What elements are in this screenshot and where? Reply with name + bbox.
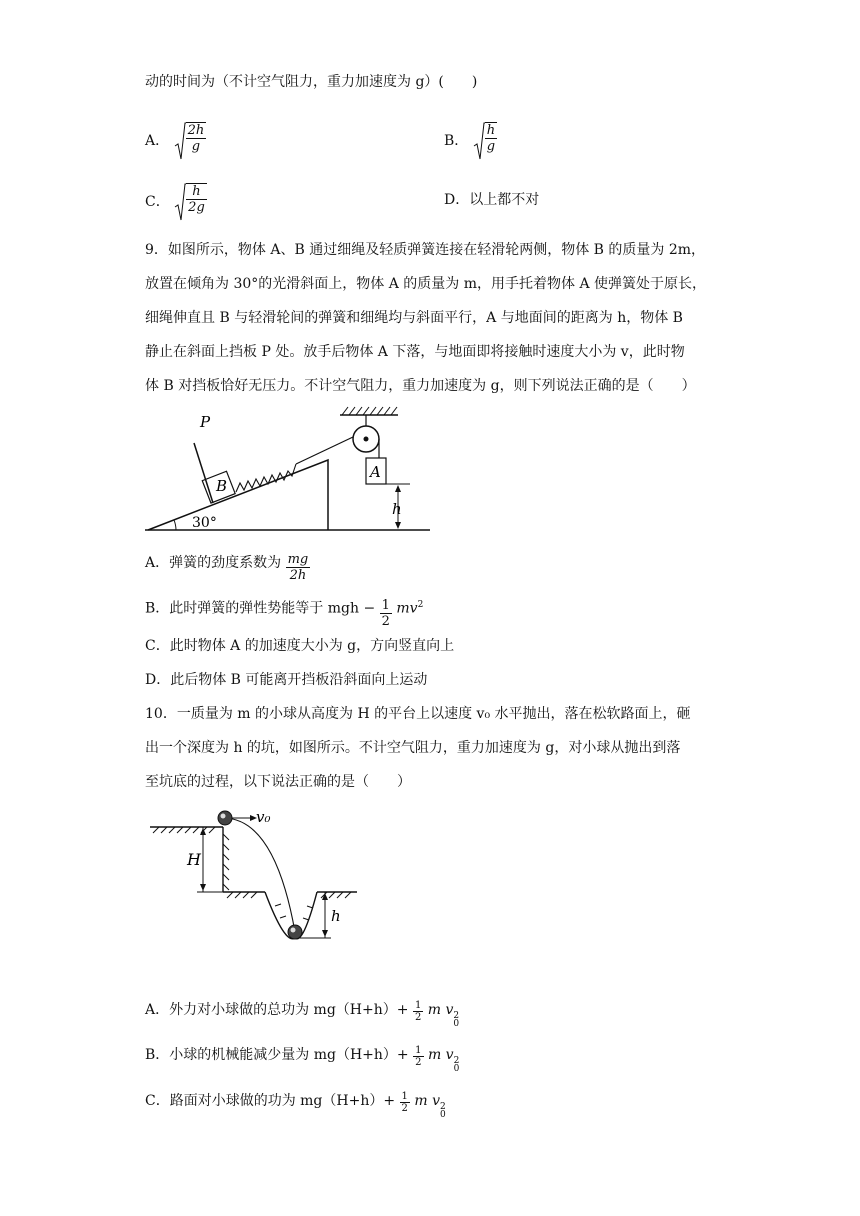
option-text: A．外力对小球做的总功为 mg（H+h）+ — [145, 1002, 409, 1018]
q8-stem: 动的时间为（不计空气阻力，重力加速度为 g）( ) — [145, 74, 478, 90]
label-b: B — [216, 477, 228, 495]
ball-end — [288, 925, 302, 939]
q9-incline-figure — [140, 402, 440, 537]
label-h: h — [392, 500, 402, 518]
q10-line-1: 10．一质量为 m 的小球从高度为 H 的平台上以速度 v₀ 水平抛出，落在松软路面上，砸 — [145, 706, 691, 722]
q10-line-2: 出一个深度为 h 的坑，如图所示。不计空气阻力，重力加速度为 g，对小球从抛出到落 — [145, 740, 681, 756]
baffle-p — [194, 443, 213, 503]
q10-option-a: A．外力对小球做的总功为 mg（H+h）+ $\frac{1}{2}$ m v 2 0 — [145, 1000, 460, 1029]
label-h: h — [331, 907, 341, 925]
label-a: A — [370, 463, 381, 481]
option-label: A． — [145, 133, 170, 149]
incline — [148, 460, 328, 530]
q9-line-1: 9．如图所示，物体 A、B 通过细绳及轻质弹簧连接在轻滑轮两侧，物体 B 的质量为 2m， — [145, 242, 706, 258]
option-text: B．小球的机械能减少量为 mg（H+h）+ — [145, 1047, 409, 1063]
q10-option-c: C．路面对小球做的功为 mg（H+h）+ $\frac{1}{2}$ m v 2 0 — [145, 1091, 446, 1120]
q9-option-d: D．此后物体 B 可能离开挡板沿斜面向上运动 — [145, 672, 428, 688]
sqrt-expression: $\frac{h}{2g}$ — [174, 183, 207, 221]
q10-pit-figure — [145, 800, 375, 945]
q9-option-a: A．弹簧的劲度系数为 $\frac{mg}{2h}$ — [145, 552, 309, 583]
option-label: B． — [444, 133, 469, 149]
label-v0: v₀ — [256, 808, 271, 826]
q10-option-b: B．小球的机械能减少量为 mg（H+h）+ $\frac{1}{2}$ m v 2 0 — [145, 1045, 460, 1074]
q8-option-b — [444, 122, 497, 160]
q9-line-5: 体 B 对挡板恰好无压力。不计空气阻力，重力加速度为 g，则下列说法正确的是（ ） — [145, 378, 696, 394]
option-text: C．路面对小球做的功为 mg（H+h）+ — [145, 1093, 396, 1109]
label-angle: 30° — [192, 515, 217, 531]
q10-line-3: 至坑底的过程，以下说法正确的是（ ） — [145, 774, 411, 790]
q9-line-2: 放置在倾角为 30°的光滑斜面上，物体 A 的质量为 m，用手托着物体 A 使弹簧处于原长， — [145, 276, 707, 292]
q8-option-a — [145, 122, 206, 160]
q9-line-3: 细绳伸直且 B 与轻滑轮间的弹簧和细绳均与斜面平行，A 与地面间的距离为 h，物体 B — [145, 310, 683, 326]
option-text: A．弹簧的劲度系数为 — [145, 555, 282, 571]
q9-option-b: B．此时弹簧的弹性势能等于 mgh − $\frac{1}{2}$ $mv^2$ — [145, 597, 424, 629]
spring — [236, 464, 296, 492]
label-p: P — [200, 413, 211, 431]
q8-option-c — [145, 183, 207, 221]
q9-option-c: C．此时物体 A 的加速度大小为 g，方向竖直向上 — [145, 638, 455, 654]
option-label: D． — [444, 192, 470, 208]
q8-option-d — [444, 190, 539, 210]
ball-start — [218, 811, 232, 825]
q9-line-4: 静止在斜面上挡板 P 处。放手后物体 A 下落，与地面即将接触时速度大小为 v，此时物 — [145, 344, 685, 360]
option-text: B．此时弹簧的弹性势能等于 mgh − — [145, 600, 376, 617]
sqrt-expression: $\frac{2h}{g}$ — [174, 122, 207, 160]
label-H: H — [187, 850, 201, 869]
option-text: 以上都不对 — [469, 192, 540, 208]
sqrt-expression: $\frac{h}{g}$ — [473, 122, 497, 160]
option-label: C． — [145, 194, 170, 210]
